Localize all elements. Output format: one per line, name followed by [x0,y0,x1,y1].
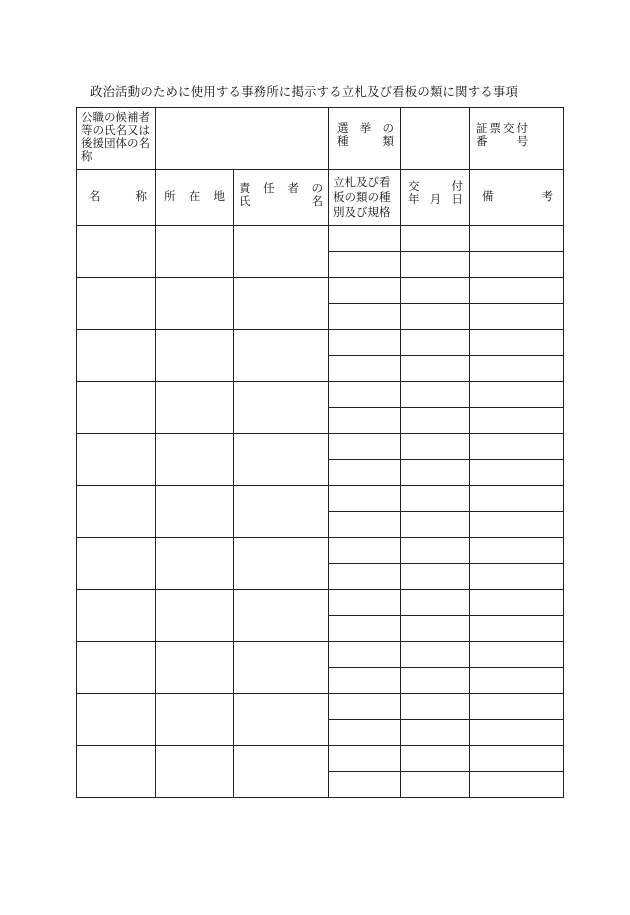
cell-sign-type[interactable] [329,642,401,668]
election-label-line-2: 種 類 [337,134,394,148]
cell-issue-date[interactable] [401,278,470,304]
cell-issue-date[interactable] [401,226,470,252]
table-row [77,382,564,408]
header-sign-type: 立札及び看板の類の種別及び規格 [329,170,401,226]
cell-remarks[interactable] [470,330,564,356]
candidate-label-cell [77,108,156,170]
cell-remarks[interactable] [470,512,564,538]
cell-sign-type[interactable] [329,252,401,278]
cell-sign-type[interactable] [329,330,401,356]
cell-sign-type[interactable] [329,590,401,616]
cell-sign-type[interactable] [329,460,401,486]
cell-responsible[interactable] [234,434,329,486]
cell-name[interactable] [77,330,156,382]
cell-issue-date[interactable] [401,408,470,434]
cell-sign-type[interactable] [329,564,401,590]
candidate-info-row [77,108,564,170]
table-row [77,278,564,304]
cell-remarks[interactable] [470,382,564,408]
cell-remarks[interactable] [470,772,564,798]
header-issue-date: 交 付 年 月 日 [401,170,470,226]
cell-location[interactable] [156,746,234,798]
cell-responsible[interactable] [234,330,329,382]
cell-location[interactable] [156,642,234,694]
cell-responsible[interactable] [234,382,329,434]
cell-name[interactable] [77,434,156,486]
cell-sign-type[interactable] [329,278,401,304]
cell-name[interactable] [77,590,156,642]
cell-issue-date[interactable] [401,460,470,486]
sign-registry-table [76,107,564,798]
cell-sign-type[interactable] [329,408,401,434]
cell-location[interactable] [156,278,234,330]
cell-remarks[interactable] [470,434,564,460]
cell-issue-date[interactable] [401,564,470,590]
table-row [77,226,564,252]
cell-responsible[interactable] [234,746,329,798]
cell-remarks[interactable] [470,616,564,642]
candidate-value-cell[interactable] [156,108,329,170]
cell-sign-type[interactable] [329,720,401,746]
cell-name[interactable] [77,538,156,590]
table-row [77,330,564,356]
cell-location[interactable] [156,486,234,538]
cell-sign-type[interactable] [329,356,401,382]
cell-remarks[interactable] [470,642,564,668]
election-type-value[interactable] [401,108,469,116]
header-name: 名 称 [77,170,156,226]
cell-location[interactable] [156,694,234,746]
cell-sign-type[interactable] [329,226,401,252]
cell-remarks[interactable] [470,564,564,590]
cell-remarks[interactable] [470,278,564,304]
header-remarks: 備 考 [470,170,564,226]
cell-sign-type[interactable] [329,694,401,720]
cell-issue-date[interactable] [401,694,470,720]
cell-issue-date[interactable] [401,486,470,512]
cell-remarks[interactable] [470,668,564,694]
cell-issue-date[interactable] [401,330,470,356]
cell-responsible[interactable] [234,590,329,642]
cell-remarks[interactable] [470,226,564,252]
cell-remarks[interactable] [470,252,564,278]
cell-responsible[interactable] [234,538,329,590]
cell-issue-date[interactable] [401,668,470,694]
cell-remarks[interactable] [470,538,564,564]
table-row [77,434,564,460]
cell-sign-type[interactable] [329,746,401,772]
cell-name[interactable] [77,226,156,278]
table-row [77,642,564,668]
cell-location[interactable] [156,538,234,590]
election-label-line-1: 選 挙 の [337,121,394,135]
cell-sign-type[interactable] [329,512,401,538]
table-row [77,590,564,616]
cell-sign-type[interactable] [329,668,401,694]
cell-remarks[interactable] [470,304,564,330]
election-type-value-cell[interactable] [401,108,470,170]
table-row [77,694,564,720]
cell-remarks[interactable] [470,590,564,616]
table-row [77,486,564,512]
cell-issue-date[interactable] [401,538,470,564]
cell-sign-type[interactable] [329,382,401,408]
cell-responsible[interactable] [234,486,329,538]
header-location: 所 在 地 [156,170,234,226]
cell-remarks[interactable] [470,746,564,772]
cell-issue-date[interactable] [401,720,470,746]
cell-location[interactable] [156,434,234,486]
cell-location[interactable] [156,330,234,382]
cell-issue-date[interactable] [401,642,470,668]
cell-issue-date[interactable] [401,746,470,772]
cell-location[interactable] [156,226,234,278]
cell-sign-type[interactable] [329,486,401,512]
cell-remarks[interactable] [470,694,564,720]
header-responsible: 責 任 者 の 氏 名 [234,170,329,226]
cell-issue-date[interactable] [401,252,470,278]
cell-remarks[interactable] [470,720,564,746]
cell-remarks[interactable] [470,356,564,382]
cell-name[interactable] [77,278,156,330]
cell-name[interactable] [77,694,156,746]
table-row [77,746,564,772]
candidate-label: 公職の候補者等の氏名又は後援団体の名称 [81,110,150,163]
cell-name[interactable] [77,642,156,694]
cell-sign-type[interactable] [329,772,401,798]
cell-issue-date[interactable] [401,772,470,798]
column-header-row [77,170,564,226]
cell-name[interactable] [77,486,156,538]
cell-name[interactable] [77,746,156,798]
cell-issue-date[interactable] [401,616,470,642]
table-row [77,538,564,564]
candidate-value[interactable] [156,108,328,116]
cell-sign-type[interactable] [329,616,401,642]
election-type-label-cell [329,108,401,170]
cert-number-value[interactable] [532,108,563,169]
cell-responsible[interactable] [234,226,329,278]
cell-remarks[interactable] [470,460,564,486]
cell-remarks[interactable] [470,408,564,434]
cell-issue-date[interactable] [401,590,470,616]
cell-location[interactable] [156,382,234,434]
form-title: 政治活動のために使用する事務所に掲示する立札及び看板の類に関する事項 [90,84,519,99]
cell-sign-type[interactable] [329,538,401,564]
cell-remarks[interactable] [470,486,564,512]
cert-number-label: 証 票 交 付 番 号 [476,121,528,148]
cell-location[interactable] [156,590,234,642]
cell-issue-date[interactable] [401,382,470,408]
cell-responsible[interactable] [234,694,329,746]
cell-issue-date[interactable] [401,304,470,330]
cell-responsible[interactable] [234,642,329,694]
cell-issue-date[interactable] [401,434,470,460]
cert-number-cell[interactable] [470,108,564,170]
cell-responsible[interactable] [234,278,329,330]
cell-issue-date[interactable] [401,356,470,382]
cell-issue-date[interactable] [401,512,470,538]
cell-name[interactable] [77,382,156,434]
cell-sign-type[interactable] [329,434,401,460]
cell-sign-type[interactable] [329,304,401,330]
